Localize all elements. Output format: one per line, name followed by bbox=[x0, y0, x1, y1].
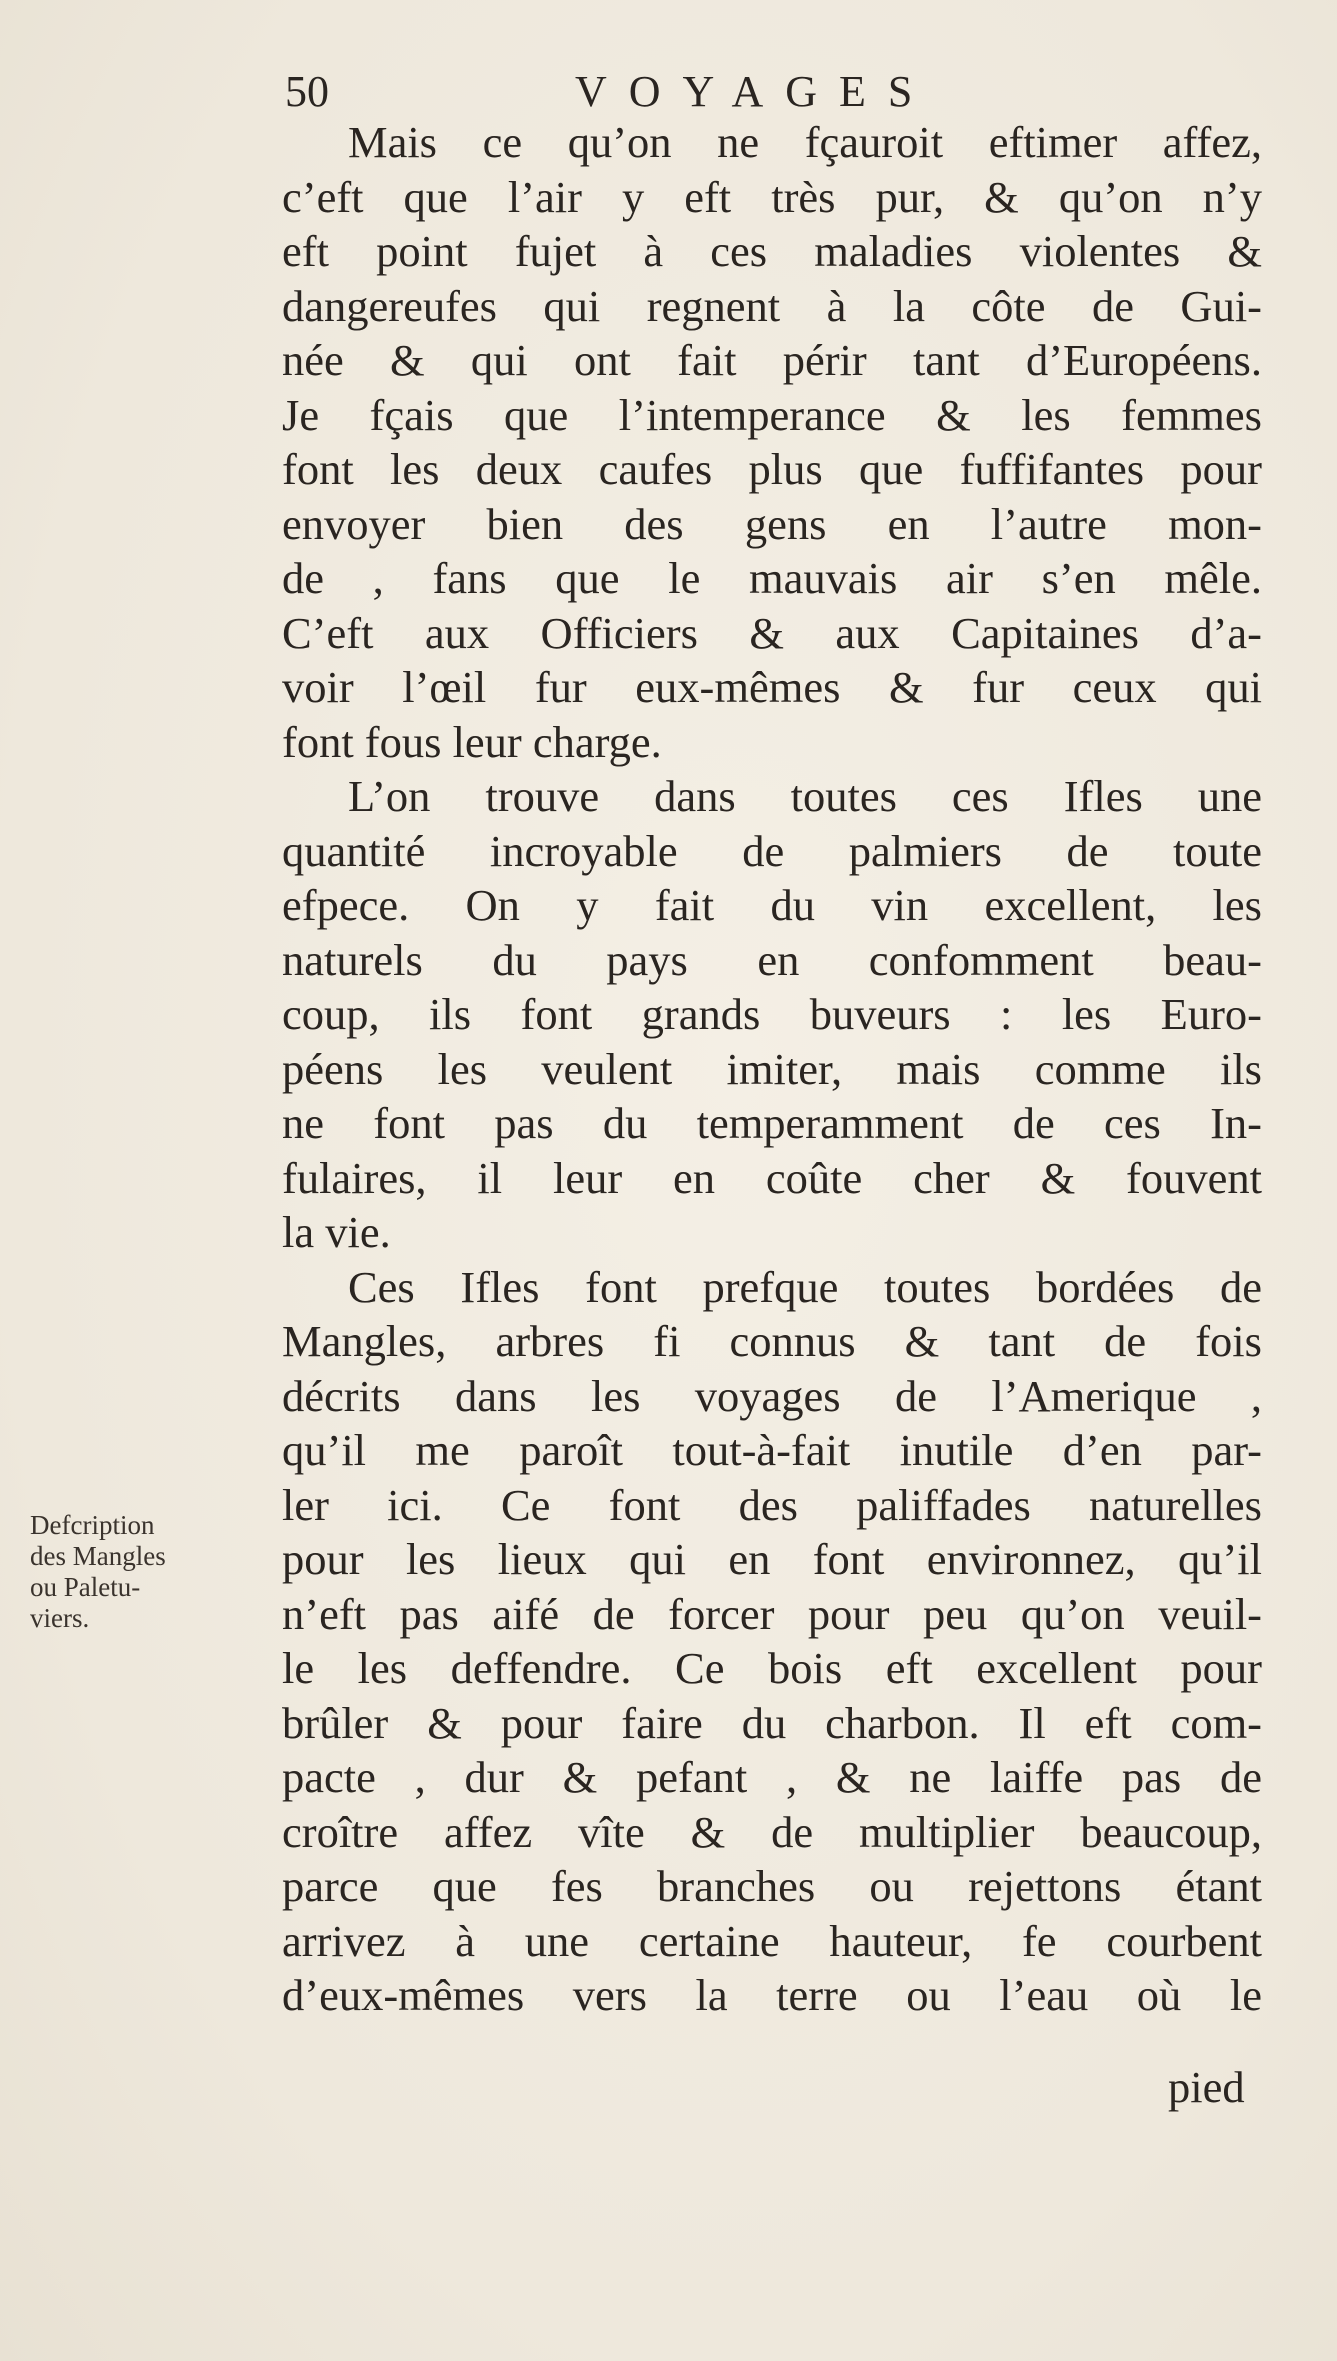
text-line: Mangles, arbres fi connus & tant de fois bbox=[282, 1316, 1262, 1366]
text-line: pour les lieux qui en font environnez, qu’il bbox=[282, 1534, 1262, 1584]
text-line: la vie. bbox=[282, 1207, 391, 1257]
paragraph-1 bbox=[282, 115, 1262, 769]
margin-note-line: viers. bbox=[30, 1603, 90, 1633]
text-line: brûler & pour faire du charbon. Il eft com- bbox=[282, 1697, 1262, 1748]
text-line: envoyer bien des gens en l’autre mon- bbox=[282, 498, 1262, 549]
text-line: décrits dans les voyages de l’Amerique , bbox=[282, 1370, 1262, 1421]
text-line: C’eft aux Officiers & aux Capitaines d’a- bbox=[282, 607, 1262, 658]
margin-note-line: Defcription bbox=[30, 1510, 155, 1540]
text-line: n’eft pas aifé de forcer pour peu qu’on veuil- bbox=[282, 1588, 1262, 1639]
text-line: quantité incroyable de palmiers de toute bbox=[282, 825, 1262, 876]
text-line: Je fçais que l’intemperance & les femmes bbox=[282, 389, 1262, 440]
text-line: née & qui ont fait périr tant d’Européens. bbox=[282, 335, 1262, 385]
text-line: font fous leur charge. bbox=[282, 716, 662, 767]
text-line: péens les veulent imiter, mais comme ils bbox=[282, 1043, 1262, 1094]
text-line: d’eux-mêmes vers la terre ou l’eau où le bbox=[282, 1970, 1262, 2020]
text-line: voir l’œil fur eux-mêmes & fur ceux qui bbox=[282, 662, 1262, 712]
text-line: font les deux caufes plus que fuffifantes pour bbox=[282, 444, 1262, 494]
text-line: coup, ils font grands buveurs : les Euro- bbox=[282, 989, 1262, 1039]
page-header bbox=[285, 62, 1225, 122]
text-line: ler ici. Ce font des paliffades naturelles bbox=[282, 1479, 1262, 1530]
text-line: ne font pas du temperamment de ces In- bbox=[282, 1098, 1262, 1148]
text-line: de , fans que le mauvais air s’en mêle. bbox=[282, 553, 1262, 603]
margin-note bbox=[30, 1510, 270, 1634]
running-title: VOYAGES bbox=[575, 67, 935, 116]
text-line: naturels du pays en confomment beau- bbox=[282, 934, 1262, 985]
margin-note-line: ou Paletu- bbox=[30, 1572, 141, 1602]
page-number: 50 bbox=[285, 67, 329, 116]
text-line: pacte , dur & pefant , & ne laiffe pas de bbox=[282, 1752, 1262, 1802]
margin-note-line: des Mangles bbox=[30, 1541, 166, 1571]
body-text bbox=[282, 115, 1262, 2023]
text-line: eft point fujet à ces maladies violentes & bbox=[282, 226, 1262, 276]
text-line: Mais ce qu’on ne fçauroit eftimer affez, bbox=[348, 117, 1262, 167]
text-line: le les deffendre. Ce bois eft excellent pour bbox=[282, 1643, 1262, 1693]
text-line: qu’il me paroît tout-à-fait inutile d’en par- bbox=[282, 1425, 1262, 1475]
text-line: L’on trouve dans toutes ces Ifles une bbox=[348, 771, 1262, 821]
text-line: dangereufes qui regnent à la côte de Gui- bbox=[282, 280, 1262, 331]
text-line: c’eft que l’air y eft très pur, & qu’on n’y bbox=[282, 171, 1262, 222]
catchword: pied bbox=[1168, 2062, 1245, 2112]
text-line: arrivez à une certaine hauteur, fe courbent bbox=[282, 1915, 1262, 1966]
text-line: Ces Ifles font prefque toutes bordées de bbox=[348, 1261, 1262, 1312]
text-line: efpece. On y fait du vin excellent, les bbox=[282, 880, 1262, 930]
paragraph-2 bbox=[282, 769, 1262, 1260]
text-line: croître affez vîte & de multiplier beaucoup, bbox=[282, 1806, 1262, 1857]
text-line: fulaires, il leur en coûte cher & fouvent bbox=[282, 1152, 1262, 1203]
text-line: parce que fes branches ou rejettons étant bbox=[282, 1861, 1262, 1911]
paragraph-3 bbox=[282, 1260, 1262, 2023]
